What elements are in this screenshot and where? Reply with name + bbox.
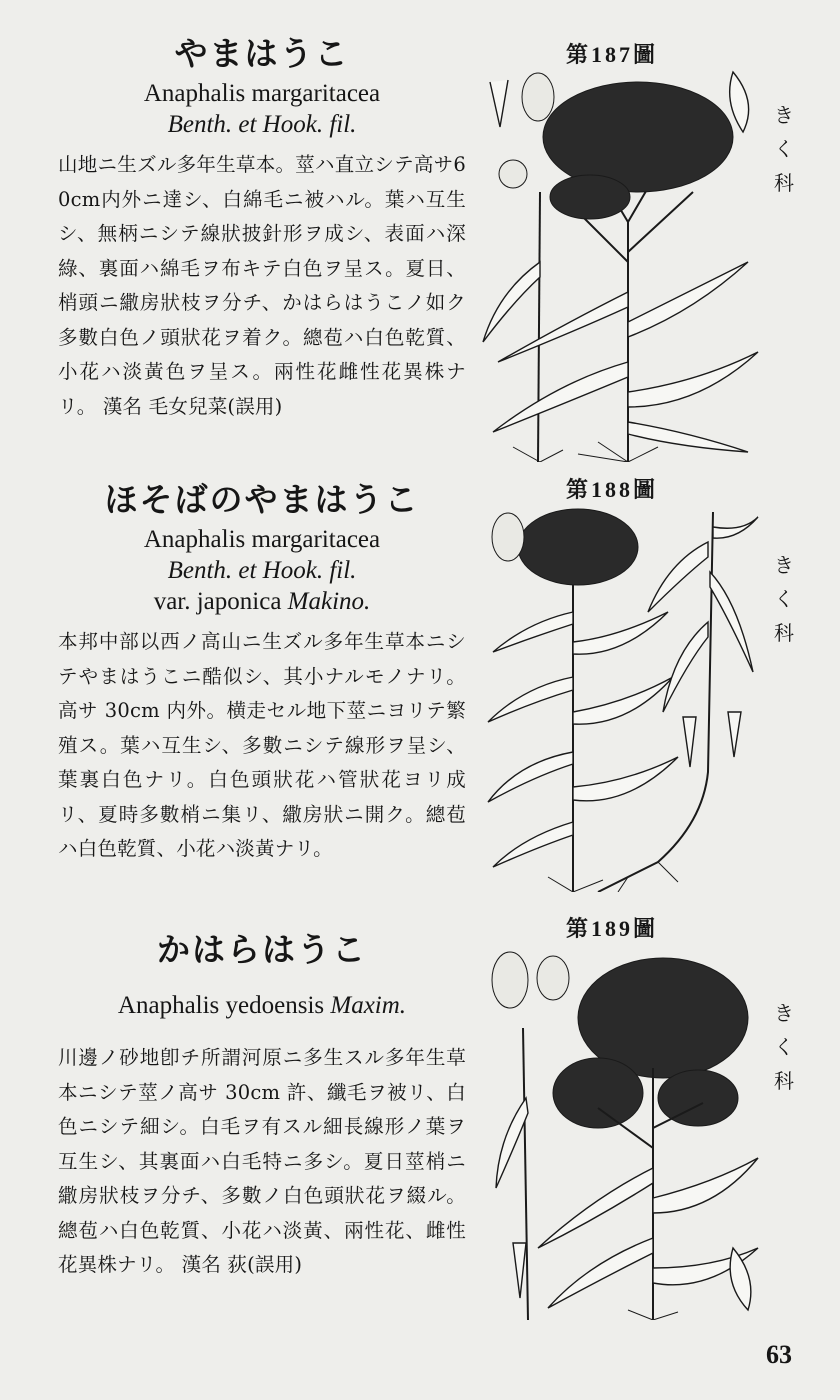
page-number: 63 bbox=[766, 1340, 792, 1369]
description: 本邦中部以西ノ高山ニ生ズル多年生草本ニシテやまはうこニ酷似シ、其小ナルモノナリ。高サ 30cm 内外。横走セル地下莖ニヨリテ繁殖ス。葉ハ互生シ、多數ニシテ線形ヲ呈シ、葉裏白色ナリ。白色頭狀花ハ管狀花ヨリ成リ、夏時多數梢ニ集リ、繖房狀ニ開ク。總苞ハ白色乾質、小花ハ淡黃ナリ。 bbox=[58, 630, 466, 860]
family-label: き く 科 bbox=[774, 553, 794, 645]
figure-label: 第188圖 bbox=[566, 477, 659, 502]
japanese-name: かはらはうこ bbox=[157, 930, 367, 969]
plant-illustration-187 bbox=[478, 62, 768, 462]
plant-illustration-188 bbox=[478, 502, 768, 892]
figure-label: 第187圖 bbox=[566, 42, 659, 67]
variety-author: Makino. bbox=[287, 588, 371, 615]
authority-text: Benth. et Hook. fil. bbox=[167, 111, 357, 138]
scientific-name-line bbox=[58, 990, 466, 1021]
description: 山地ニ生ズル多年生草本。莖ハ直立シテ高サ60cm内外ニ達シ、白綿毛ニ被ハル。葉ハ互生シ、無柄ニシテ線狀披針形ヲ成シ、表面ハ深綠、裏面ハ綿毛ヲ布キテ白色ヲ呈ス。夏日、梢頭ニ繖房狀枝ヲ分チ、かはらはうこノ如ク多數白色ノ頭狀花ヲ着ク。總苞ハ白色乾質、小花ハ淡黃色ヲ呈ス。兩性花雌性花異株ナリ。 漢名 毛女兒菜(誤用) bbox=[58, 153, 466, 418]
family-label: き く 科 bbox=[774, 103, 794, 195]
authority bbox=[58, 109, 466, 140]
authority-text: Benth. et Hook. fil. bbox=[167, 557, 357, 584]
figure-label: 第189圖 bbox=[566, 916, 659, 941]
description: 川邊ノ砂地卽チ所謂河原ニ多生スル多年生草本ニシテ莖ノ高サ 30cm 許、纖毛ヲ被リ、白色ニシテ細シ。白毛ヲ有スル細長線形ノ葉ヲ互生シ、其裏面ハ白毛特ニ多シ。夏日莖梢ニ繖房狀枝ヲ分チ、多數ノ白色頭狀花ヲ綴ル。總苞ハ白色乾質、小花ハ淡黃、兩性花、雌性花異株ナリ。 漢名 荻(誤用) bbox=[58, 1046, 466, 1276]
japanese-name: やまはうこ bbox=[174, 34, 350, 73]
authority-text: Maxim. bbox=[330, 992, 407, 1019]
variety bbox=[58, 586, 466, 617]
family-label: き く 科 bbox=[774, 1001, 794, 1093]
japanese-name: ほそばのやまはうこ bbox=[104, 480, 420, 519]
scientific-name: Anaphalis margaritacea bbox=[143, 526, 381, 553]
scientific-name: Anaphalis margaritacea bbox=[143, 80, 381, 107]
scientific-name: Anaphalis yedoensis bbox=[117, 992, 325, 1019]
authority bbox=[58, 555, 466, 586]
variety-name: var. japonica bbox=[153, 588, 282, 615]
plant-illustration-189 bbox=[478, 948, 768, 1320]
